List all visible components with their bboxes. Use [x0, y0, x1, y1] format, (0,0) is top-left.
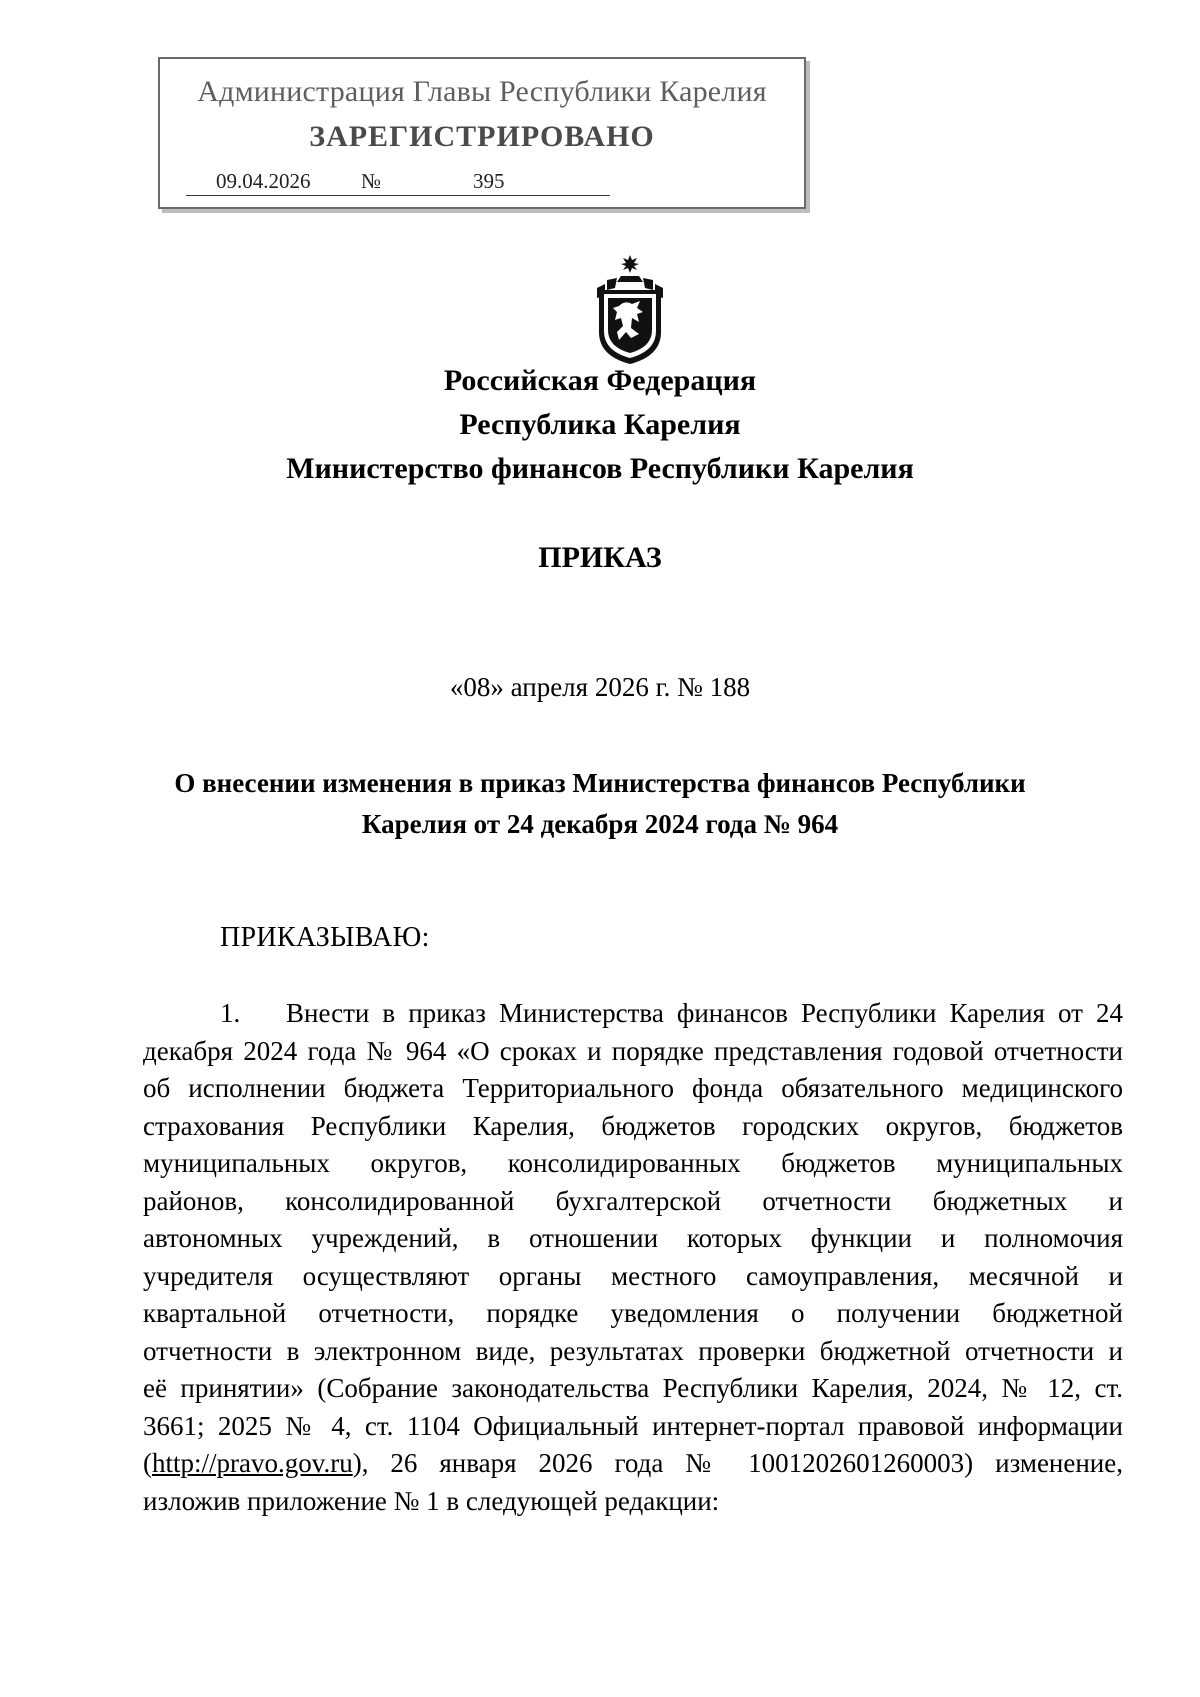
order-date-number: «08» апреля 2026 г. № 188 — [449, 672, 751, 702]
paragraph-line: районов, консолидированной бухгалтерской отчетности бюджетных и — [143, 1185, 1123, 1216]
paragraph-line: 3661; 2025 № 4, ст. 1104 Официальный интернет-портал правовой информации — [143, 1410, 1123, 1441]
paragraph-1 — [143, 995, 1123, 1520]
stamp-date: 09.04.2026 — [216, 169, 311, 193]
stamp-registered-label: ЗАРЕГИСТРИРОВАНО — [309, 120, 655, 153]
paragraph-line: муниципальных округов, консолидированных бюджетов муниципальных — [143, 1148, 1123, 1178]
paragraph-line: страхования Республики Карелия, бюджетов городских округов, бюджетов — [143, 1110, 1123, 1141]
stamp-registration-line — [186, 169, 610, 196]
paragraph-line: её принятии» (Собрание законодательства Республики Карелия, 2024, № 12, ст. — [143, 1373, 1123, 1403]
paragraph-line: декабря 2024 года № 964 «О сроках и порядке представления годовой отчетности — [143, 1035, 1123, 1066]
link-open-paren: ( — [143, 1448, 152, 1478]
subject-line: О внесении изменения в приказ Министерства финансов Республики — [174, 768, 1026, 798]
stamp-authority: Администрация Главы Республики Карелия — [197, 75, 767, 108]
paragraph-line: квартальной отчетности, порядке уведомления о получении бюджетной — [143, 1298, 1123, 1328]
header-region: Республика Карелия — [459, 408, 741, 441]
order-subject — [0, 763, 1200, 845]
stamp-number: 395 — [473, 169, 505, 193]
paragraph-number: 1. — [220, 998, 241, 1028]
paragraph-first-line — [143, 995, 1123, 1033]
pravo-gov-link[interactable]: http://pravo.gov.ru — [152, 1448, 353, 1478]
paragraph-line: автономных учреждений, в отношении которых функции и полномочия — [143, 1223, 1123, 1253]
paragraph-line: об исполнении бюджета Территориального фонда обязательного медицинского — [143, 1073, 1123, 1103]
document-type: ПРИКАЗ — [538, 541, 662, 574]
header-ministry: Министерство финансов Республики Карелия — [286, 452, 914, 485]
paragraph-line: Внести в приказ Министерства финансов Республики Карелия от 24 — [286, 998, 1123, 1028]
order-directive: ПРИКАЗЫВАЮ: — [220, 922, 430, 953]
paragraph-last-line: изложив приложение № 1 в следующей редакции: — [143, 1485, 720, 1516]
paragraph-line: учредителя осуществляют органы местного самоуправления, месячной и — [143, 1260, 1123, 1291]
header-country: Российская Федерация — [443, 364, 757, 397]
stamp-number-sign: № — [361, 169, 382, 193]
link-trailing-text: ), 26 января 2026 года № 1001202601260003) изменение, — [352, 1448, 1123, 1478]
paragraph-line-with-link — [143, 1445, 1123, 1483]
paragraph-line: отчетности в электронном виде, результатах проверки бюджетной отчетности и — [143, 1335, 1123, 1366]
karelia-coat-of-arms-icon — [585, 254, 675, 366]
subject-line: Карелия от 24 декабря 2024 года № 964 — [361, 809, 839, 839]
registration-stamp — [158, 57, 806, 209]
